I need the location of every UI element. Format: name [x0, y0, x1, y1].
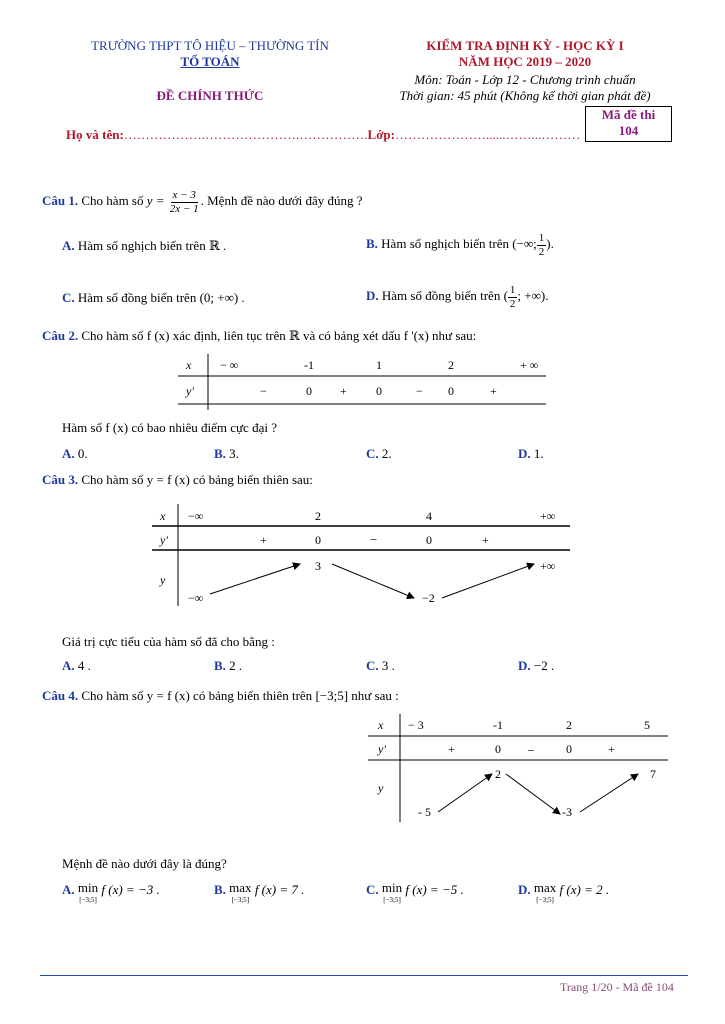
q1-option-d[interactable]: D. Hàm số đồng biến trên ( $\frac{1}{2}$ ; +∞).	[366, 283, 549, 310]
exam-code-value: 104	[618, 123, 639, 138]
q1-d-fraction	[508, 284, 518, 311]
q3-row-yp-label: y'	[160, 533, 168, 547]
q4-b-rest: f (x) = 7 .	[254, 882, 305, 897]
q4-arrow-down	[506, 774, 560, 814]
q1-denominator: 2x − 1	[169, 202, 199, 215]
q2-x-1: -1	[304, 358, 314, 372]
q2-b-text: 3.	[229, 446, 239, 461]
q3-row-x-label: x	[160, 509, 166, 523]
q1-c-text: Hàm số đồng biến trên (0; +∞) .	[77, 290, 245, 305]
q4-sign-2: –	[528, 742, 534, 756]
q4-a-operator	[78, 882, 98, 906]
q3-x-1: 2	[315, 509, 321, 523]
q1-d-num: 1	[509, 283, 516, 296]
q4-d-sub: [−3;5]	[536, 896, 554, 904]
q3-d-text: −2 .	[533, 658, 555, 673]
department: TỔ TOÁN	[180, 54, 240, 69]
exam-title: KIỂM TRA ĐỊNH KỲ - HỌC KỲ I	[426, 38, 624, 53]
q2-x-2: 1	[376, 358, 382, 372]
q4-c-op: min	[381, 880, 403, 895]
q3-sign-1: 0	[315, 533, 321, 547]
q4-sign-1: 0	[495, 742, 501, 756]
q3-b-label: B.	[214, 658, 226, 673]
q1-option-b[interactable]	[366, 226, 554, 262]
q4-b-op: max	[229, 880, 252, 895]
q3-sign-2: −	[370, 532, 378, 547]
q2-c-label: C.	[366, 446, 379, 461]
class-label: Lớp:	[367, 127, 395, 142]
q4-label: Câu 4.	[42, 688, 79, 703]
q4-sign-3: 0	[566, 742, 572, 756]
q2-option-a[interactable]	[62, 446, 88, 462]
q2-sign-0: −	[260, 384, 267, 398]
q3-arrow-up-1	[210, 564, 300, 594]
exam-code-box	[585, 106, 672, 142]
q3-x-3: +∞	[540, 509, 556, 523]
q4-x-2: 2	[566, 718, 572, 732]
q2-x-0: − ∞	[220, 358, 239, 372]
q1-stem	[42, 186, 363, 216]
q1-b-int-right: ).	[546, 236, 554, 251]
q4-stem	[42, 688, 399, 704]
q3-sign-3: 0	[426, 533, 432, 547]
q2-x-4: + ∞	[520, 358, 539, 372]
q2-stem	[42, 328, 476, 344]
q4-row-yp-label: y'	[378, 742, 386, 756]
q2-d-text: 1.	[533, 446, 544, 461]
q4-c-sub: [−3;5]	[383, 896, 401, 904]
q4-x-3: 5	[644, 718, 650, 732]
q1-a-text: Hàm số nghịch biến trên ℝ .	[77, 238, 227, 253]
q4-x-0: − 3	[408, 718, 424, 732]
name-field[interactable]: ……………….………………….…………….	[123, 127, 368, 142]
q1-option-c[interactable]	[62, 290, 245, 306]
q3-row-y-label: y	[160, 573, 166, 587]
exam-code-label: Mã đề thi	[601, 107, 656, 122]
q2-x-3: 2	[448, 358, 454, 372]
q3-sign-0: +	[260, 533, 267, 547]
class-field[interactable]: …………………......……...………	[394, 127, 581, 142]
q4-x-1: -1	[493, 718, 503, 732]
q3-text: Cho hàm số y = f (x) có bảng biến thiên sau:	[81, 472, 313, 487]
q3-question: Giá trị cực tiểu của hàm số đã cho bằng :	[62, 634, 275, 649]
q4-d-rest: f (x) = 2 .	[559, 882, 610, 897]
q4-variation-table	[368, 712, 670, 824]
q1-text-b: . Mệnh đề nào dưới đây đúng ?	[200, 193, 363, 208]
q4-b-operator	[229, 882, 251, 906]
q4-d-label: D.	[518, 882, 531, 897]
page-footer: Trang 1/20 - Mã đề 104	[560, 980, 674, 994]
q2-sign-1: 0	[306, 384, 312, 398]
q4-a-rest: f (x) = −3 .	[101, 882, 160, 897]
q3-sign-4: +	[482, 533, 489, 547]
q2-sign-2: +	[340, 384, 347, 398]
q4-option-c[interactable]	[366, 882, 464, 906]
name-label: Họ và tên:	[66, 127, 124, 142]
q2-option-d[interactable]	[518, 446, 544, 462]
q3-y-0: −∞	[188, 591, 204, 605]
q3-d-label: D.	[518, 658, 531, 673]
q3-arrow-down	[332, 564, 414, 598]
q4-option-d[interactable]	[518, 882, 609, 906]
q4-a-label: A.	[62, 882, 75, 897]
q4-c-rest: f (x) = −5 .	[405, 882, 464, 897]
q3-b-text: 2 .	[229, 658, 243, 673]
q2-label: Câu 2.	[42, 328, 79, 343]
q1-d-den: 2	[509, 297, 516, 310]
q2-a-label: A.	[62, 446, 75, 461]
q4-b-label: B.	[214, 882, 226, 897]
q4-a-op: min	[77, 880, 99, 895]
q3-a-text: 4 .	[77, 658, 91, 673]
q4-y-3: 7	[650, 767, 656, 781]
q3-option-a[interactable]	[62, 658, 91, 674]
time-line: Thời gian: 45 phút (Không kể thời gian phát đề)	[399, 88, 651, 103]
q2-d-label: D.	[518, 446, 531, 461]
q3-x-2: 4	[426, 509, 432, 523]
q4-y-1: 2	[495, 767, 501, 781]
q4-row-x-label: x	[378, 718, 384, 732]
school-year: NĂM HỌC 2019 – 2020	[458, 54, 592, 69]
q1-a-label: A.	[62, 238, 75, 253]
q4-row-y-label: y	[378, 781, 384, 795]
q3-y-1: 3	[315, 559, 321, 573]
q3-stem	[42, 472, 313, 488]
q1-b-fraction	[537, 232, 547, 259]
q4-c-operator	[382, 882, 402, 906]
official-label: ĐỀ CHÍNH THỨC	[156, 88, 264, 103]
q4-option-a[interactable]	[62, 882, 160, 906]
q2-sign-table	[178, 352, 548, 412]
q2-sign-5: 0	[448, 384, 454, 398]
q2-b-label: B.	[214, 446, 226, 461]
q2-c-text: 2.	[381, 446, 392, 461]
q3-variation-table	[152, 502, 572, 608]
q4-sign-4: +	[608, 742, 615, 756]
q4-question: Mệnh đề nào dưới đây là đúng?	[62, 856, 227, 871]
q3-label: Câu 3.	[42, 472, 79, 487]
q2-option-c[interactable]	[366, 446, 392, 462]
q1-d-label: D.	[366, 288, 379, 303]
q4-text-a: Cho hàm số y = f (x) có bảng biến thiên trên	[81, 688, 313, 703]
q1-b-label: B.	[366, 236, 378, 251]
q2-text: Cho hàm số f (x) xác định, liên tục trên ℝ và có bảng xét dấu f '(x) như sau:	[81, 328, 477, 343]
q4-arrow-up-2	[580, 774, 638, 812]
q2-sign-4: −	[416, 384, 423, 398]
q2-sign-3: 0	[376, 384, 382, 398]
q4-b-sub: [−3;5]	[231, 896, 250, 904]
q1-d-int-right: ; +∞).	[517, 288, 549, 303]
q3-c-label: C.	[366, 658, 379, 673]
q3-option-d[interactable]	[518, 658, 554, 674]
q2-option-b[interactable]	[214, 446, 239, 462]
q3-option-c[interactable]	[366, 658, 395, 674]
q4-option-b[interactable]	[214, 882, 304, 906]
q1-text-a: Cho hàm số	[81, 193, 144, 208]
q2-question: Hàm số f (x) có bao nhiêu điểm cực đại ?	[62, 420, 277, 435]
q4-c-label: C.	[366, 882, 379, 897]
q4-d-op: max	[533, 880, 557, 895]
q4-arrow-up-1	[438, 774, 492, 812]
subject-line: Môn: Toán - Lớp 12 - Chương trình chuẩn	[414, 72, 636, 87]
q2-sign-6: +	[490, 384, 497, 398]
q4-text-b: như sau :	[351, 688, 399, 703]
q1-b-den: 2	[538, 245, 545, 258]
q3-c-text: 3 .	[381, 658, 395, 673]
q1-fraction	[168, 189, 201, 216]
q1-b-text: Hàm số nghịch biến trên	[381, 236, 509, 251]
q3-a-label: A.	[62, 658, 75, 673]
footer-divider	[40, 975, 688, 976]
q1-d-text: Hàm số đồng biến trên	[381, 288, 501, 303]
q4-sign-0: +	[448, 742, 455, 756]
q1-func-y: y =	[146, 193, 165, 208]
q1-numerator: x − 3	[172, 188, 196, 201]
q3-option-b[interactable]	[214, 658, 242, 674]
q1-c-label: C.	[62, 290, 75, 305]
q1-option-a[interactable]	[62, 238, 226, 254]
q3-arrow-up-2	[442, 564, 534, 598]
q3-y-2: −2	[422, 591, 435, 605]
q2-a-text: 0.	[77, 446, 88, 461]
q4-d-operator	[534, 882, 556, 906]
school-name: TRƯỜNG THPT TÔ HIỆU – THƯỜNG TÍN	[91, 38, 329, 53]
q3-x-0: −∞	[188, 509, 204, 523]
q4-y-2: -3	[562, 805, 572, 819]
q4-a-sub: [−3;5]	[79, 896, 97, 904]
q4-y-0: - 5	[418, 805, 431, 819]
student-line	[66, 127, 580, 143]
q2-row-x-label: x	[186, 358, 192, 372]
q4-interval: [−3;5]	[315, 688, 349, 703]
q3-y-3: +∞	[540, 559, 556, 573]
q1-b-int-left: (−∞;	[512, 236, 537, 251]
q1-b-num: 1	[538, 231, 545, 244]
q2-row-y-label: y'	[186, 384, 194, 398]
q1-label: Câu 1.	[42, 193, 79, 208]
